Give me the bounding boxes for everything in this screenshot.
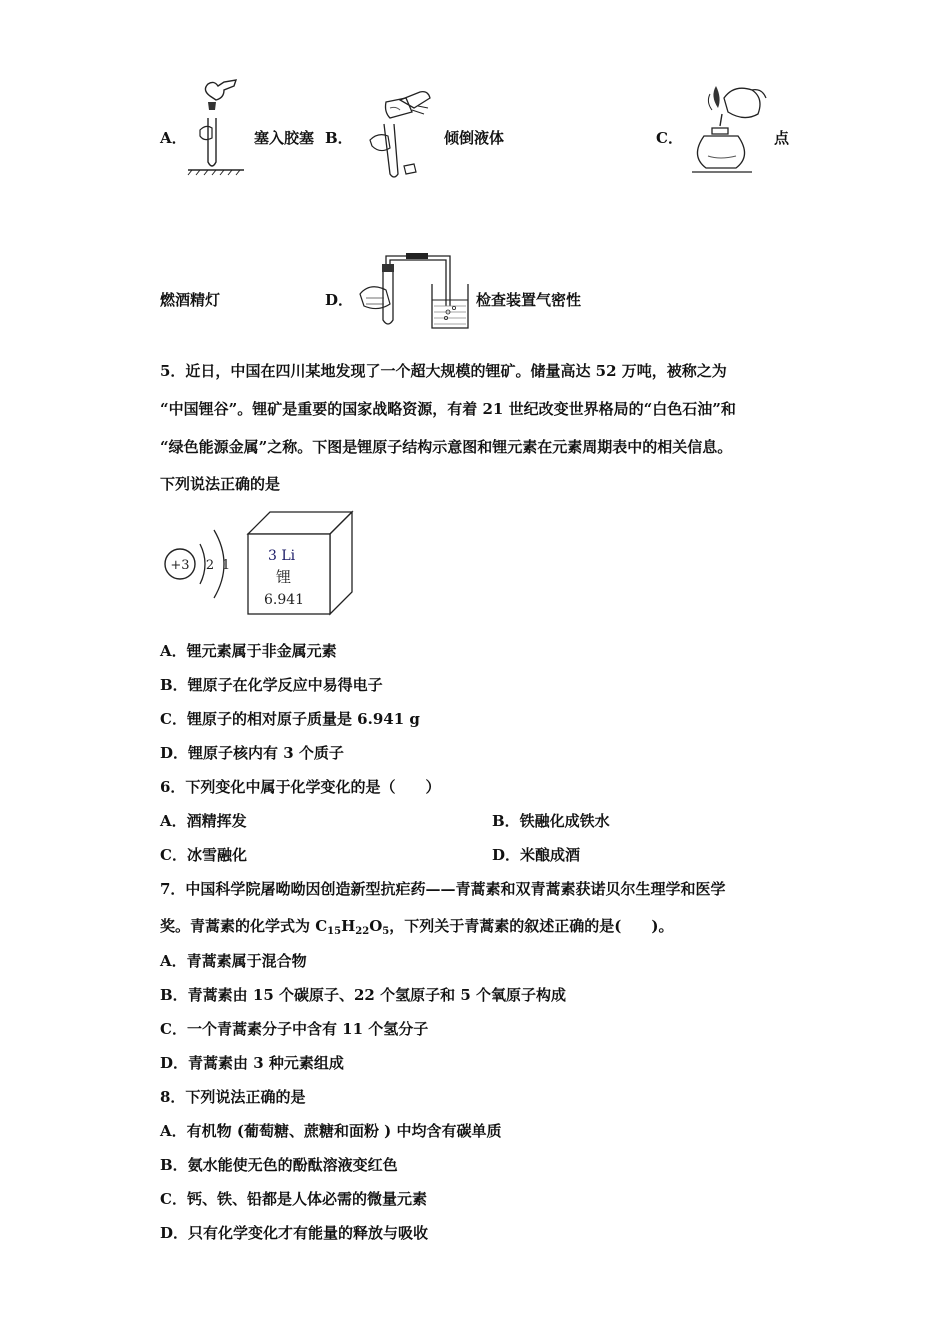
q5-stem-line2: “中国锂谷”。锂矿是重要的国家战略资源，有着 21 世纪改变世界格局的“白色石油”和 <box>160 400 736 418</box>
q7-stem-line1: 7．中国科学院屠呦呦因创造新型抗疟药——青蒿素和双青蒿素获诺贝尔生理学和医学 <box>160 880 726 898</box>
q4-option-a-label: A． <box>160 129 187 147</box>
q4-option-b-figure <box>356 80 436 180</box>
q5-stem-line3: “绿色能源金属”之称。下图是锂原子结构示意图和锂元素在元素周期表中的相关信息。 <box>160 438 733 456</box>
q7-option-d: D．青蒿素由 3 种元素组成 <box>160 1054 344 1072</box>
q6-option-d: D．米酿成酒 <box>492 846 581 864</box>
q8-option-a: A．有机物 (葡萄糖、蔗糖和面粉 ) 中均含有碳单质 <box>160 1122 502 1140</box>
cell-number-symbol: 3 Li <box>268 548 296 564</box>
q4-option-c-figure <box>686 80 772 176</box>
q4-option-b-label: B． <box>325 129 353 147</box>
q6-stem: 6．下列变化中属于化学变化的是（ ） <box>160 778 441 796</box>
q8-option-d: D．只有化学变化才有能量的释放与吸收 <box>160 1224 429 1242</box>
q5-stem-line4: 下列说法正确的是 <box>160 475 281 493</box>
q4-option-d-text: 检查装置气密性 <box>476 291 582 309</box>
q5-option-c: C．锂原子的相对原子质量是 6.941 g <box>160 710 420 728</box>
q6-option-b: B．铁融化成铁水 <box>492 812 610 830</box>
q7-option-a: A．青蒿素属于混合物 <box>160 952 307 970</box>
lithium-periodic-cell <box>246 510 354 616</box>
cell-element-name: 锂 <box>276 568 292 586</box>
q5-option-b: B．锂原子在化学反应中易得电子 <box>160 676 383 694</box>
cell-atomic-mass: 6.941 <box>264 592 305 608</box>
q8-stem: 8．下列说法正确的是 <box>160 1088 306 1106</box>
q4-option-c-text-part1: 点 <box>774 129 790 147</box>
q5-stem-line1: 5．近日，中国在四川某地发现了一个超大规模的锂矿。储量高达 52 万吨，被称之为 <box>160 362 727 380</box>
q6-option-a: A．酒精挥发 <box>160 812 247 830</box>
q6-option-c: C．冰雪融化 <box>160 846 247 864</box>
q4-option-d-figure <box>352 248 474 332</box>
q4-option-c-text-part2: 燃酒精灯 <box>160 291 221 309</box>
lithium-atom-diagram <box>162 520 242 610</box>
q7-stem-line2: 奖。青蒿素的化学式为 $C_{15}H_{22}O_5$，下列关于青蒿素的叙述正确的是( )。 <box>160 917 674 937</box>
atom-nucleus-charge: +3 <box>170 558 190 573</box>
q4-option-c-label: C． <box>656 129 683 147</box>
q4-option-a-figure <box>186 78 246 176</box>
q7-option-c: C．一个青蒿素分子中含有 11 个氢分子 <box>160 1020 429 1038</box>
q7-option-b: B．青蒿素由 15 个碳原子、22 个氢原子和 5 个氧原子构成 <box>160 986 566 1004</box>
q4-option-a-text: 塞入胶塞 <box>254 129 315 147</box>
atom-shell2-electrons: 1 <box>221 558 231 573</box>
q8-option-c: C．钙、铁、铅都是人体必需的微量元素 <box>160 1190 427 1208</box>
q5-option-d: D．锂原子核内有 3 个质子 <box>160 744 344 762</box>
atom-shell1-electrons: 2 <box>205 558 215 573</box>
q8-option-b: B．氨水能使无色的酚酞溶液变红色 <box>160 1156 398 1174</box>
q4-option-b-text: 倾倒液体 <box>444 129 505 147</box>
q4-option-d-label: D． <box>325 291 354 309</box>
q5-option-a: A．锂元素属于非金属元素 <box>160 642 337 660</box>
